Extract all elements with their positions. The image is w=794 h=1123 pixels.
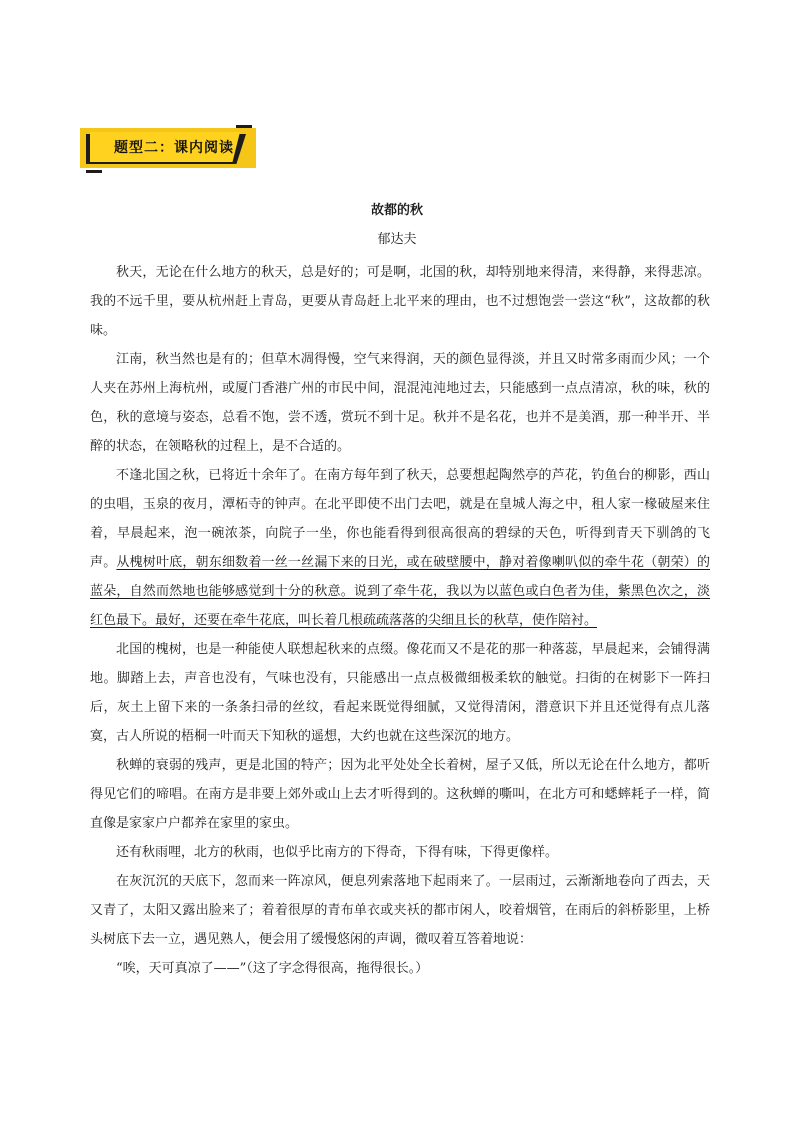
- underlined-passage: 从槐树叶底，朝东细数着一丝一丝漏下来的日光，或在破壁腰中，静对着像喇叭似的牵牛花（朝荣）的蓝朵，自然而然地也能够感觉到十分的秋意。说到了牵牛花，我以为以蓝色或白色者为佳，紫黑色次之，淡红色最下。最好，还要在牵牛花底，叫长着几根疏疏落落的尖细且长的秋草，使作陪衬。: [90, 555, 710, 628]
- paragraph: 还有秋雨哩，北方的秋雨，也似乎比南方的下得奇，下得有味，下得更像样。: [116, 845, 559, 860]
- paragraph: 不逢北国之秋，已将近十余年了。在南方每年到了秋天，总要想起陶然亭的芦花，钓鱼台的柳影，西山的虫唱，玉泉的夜月，潭柘寺的钟声。在北平即使不出门去吧，就是在皇城人海之中，租人家一椽破屋来住着，早晨起来，泡一碗浓茶，向院子一坐，你也能看得到很高很高的碧绿的天色，听得到青天下驯鸽的飞声。从槐树叶底，朝东细数着一丝一丝漏下来的日光，或在破壁腰中，静对着像喇叭似的牵牛花（朝荣）的蓝朵，自然而然地也能够感觉到十分的秋意。说到了牵牛花，我以为以蓝色或白色者为佳，紫黑色次之，淡红色最下。最好，还要在牵牛花底，叫长着几根疏疏落落的尖细且长的秋草，使作陪衬。: [90, 468, 710, 628]
- banner-label: 题型二：课内阅读: [114, 140, 234, 156]
- banner-dash-top: [236, 125, 252, 128]
- paragraph: 北国的槐树，也是一种能使人联想起秋来的点缀。像花而又不是花的那一种落蕊，早晨起来，会铺得满地。脚踏上去，声音也没有，气味也没有，只能感出一点点极微细极柔软的触觉。扫街的在树影下一阵扫后，灰土上留下来的一条条扫帚的丝纹，看起来既觉得细腻，又觉得清闲，潜意识下并且还觉得有点儿落寞，古人所说的梧桐一叶而天下知秋的遥想，大约也就在这些深沉的地方。: [90, 642, 710, 744]
- section-banner: [80, 128, 256, 168]
- paragraph: 秋天，无论在什么地方的秋天，总是好的；可是啊，北国的秋，却特别地来得清，来得静，来得悲凉。我的不远千里，要从杭州赶上青岛，更要从青岛赶上北平来的理由，也不过想饱尝一尝这“秋”，这故都的秋味。: [90, 265, 710, 338]
- banner-dash-bottom: [86, 170, 102, 173]
- article-title: 故都的秋: [370, 203, 423, 218]
- paragraph: 秋蝉的衰弱的残声，更是北国的特产；因为北平处处全长着树，屋子又低，所以无论在什么地方，都听得见它们的啼唱。在南方是非要上郊外或山上去才听得到的。这秋蝉的嘶叫，在北方可和蟋蟀耗子一样，简直像是家家户户都养在家里的家虫。: [90, 758, 710, 831]
- paragraph: “唉，天可真凉了——”（这了字念得很高，拖得很长。）: [116, 961, 429, 976]
- paragraph: 在灰沉沉的天底下，忽而来一阵凉风，便息列索落地下起雨来了。一层雨过，云渐渐地卷向了西去，天又青了，太阳又露出脸来了；着着很厚的青布单衣或夹袄的都市闲人，咬着烟管，在雨后的斜桥影里，上桥头树底下去一立，遇见熟人，便会用了缓慢悠闲的声调，微叹着互答着地说：: [90, 874, 710, 947]
- article-author: 郁达夫: [377, 232, 417, 247]
- article-body: [90, 258, 710, 983]
- paragraph: 江南，秋当然也是有的；但草木凋得慢，空气来得润，天的颜色显得淡，并且又时常多雨而少风；一个人夹在苏州上海杭州，或厦门香港广州的市民中间，混混沌沌地过去，只能感到一点点清凉，秋的味，秋的色，秋的意境与姿态，总看不饱，尝不透，赏玩不到十足。秋并不是名花，也并不是美酒，那一种半开、半醉的状态，在领略秋的过程上，是不合适的。: [90, 352, 710, 454]
